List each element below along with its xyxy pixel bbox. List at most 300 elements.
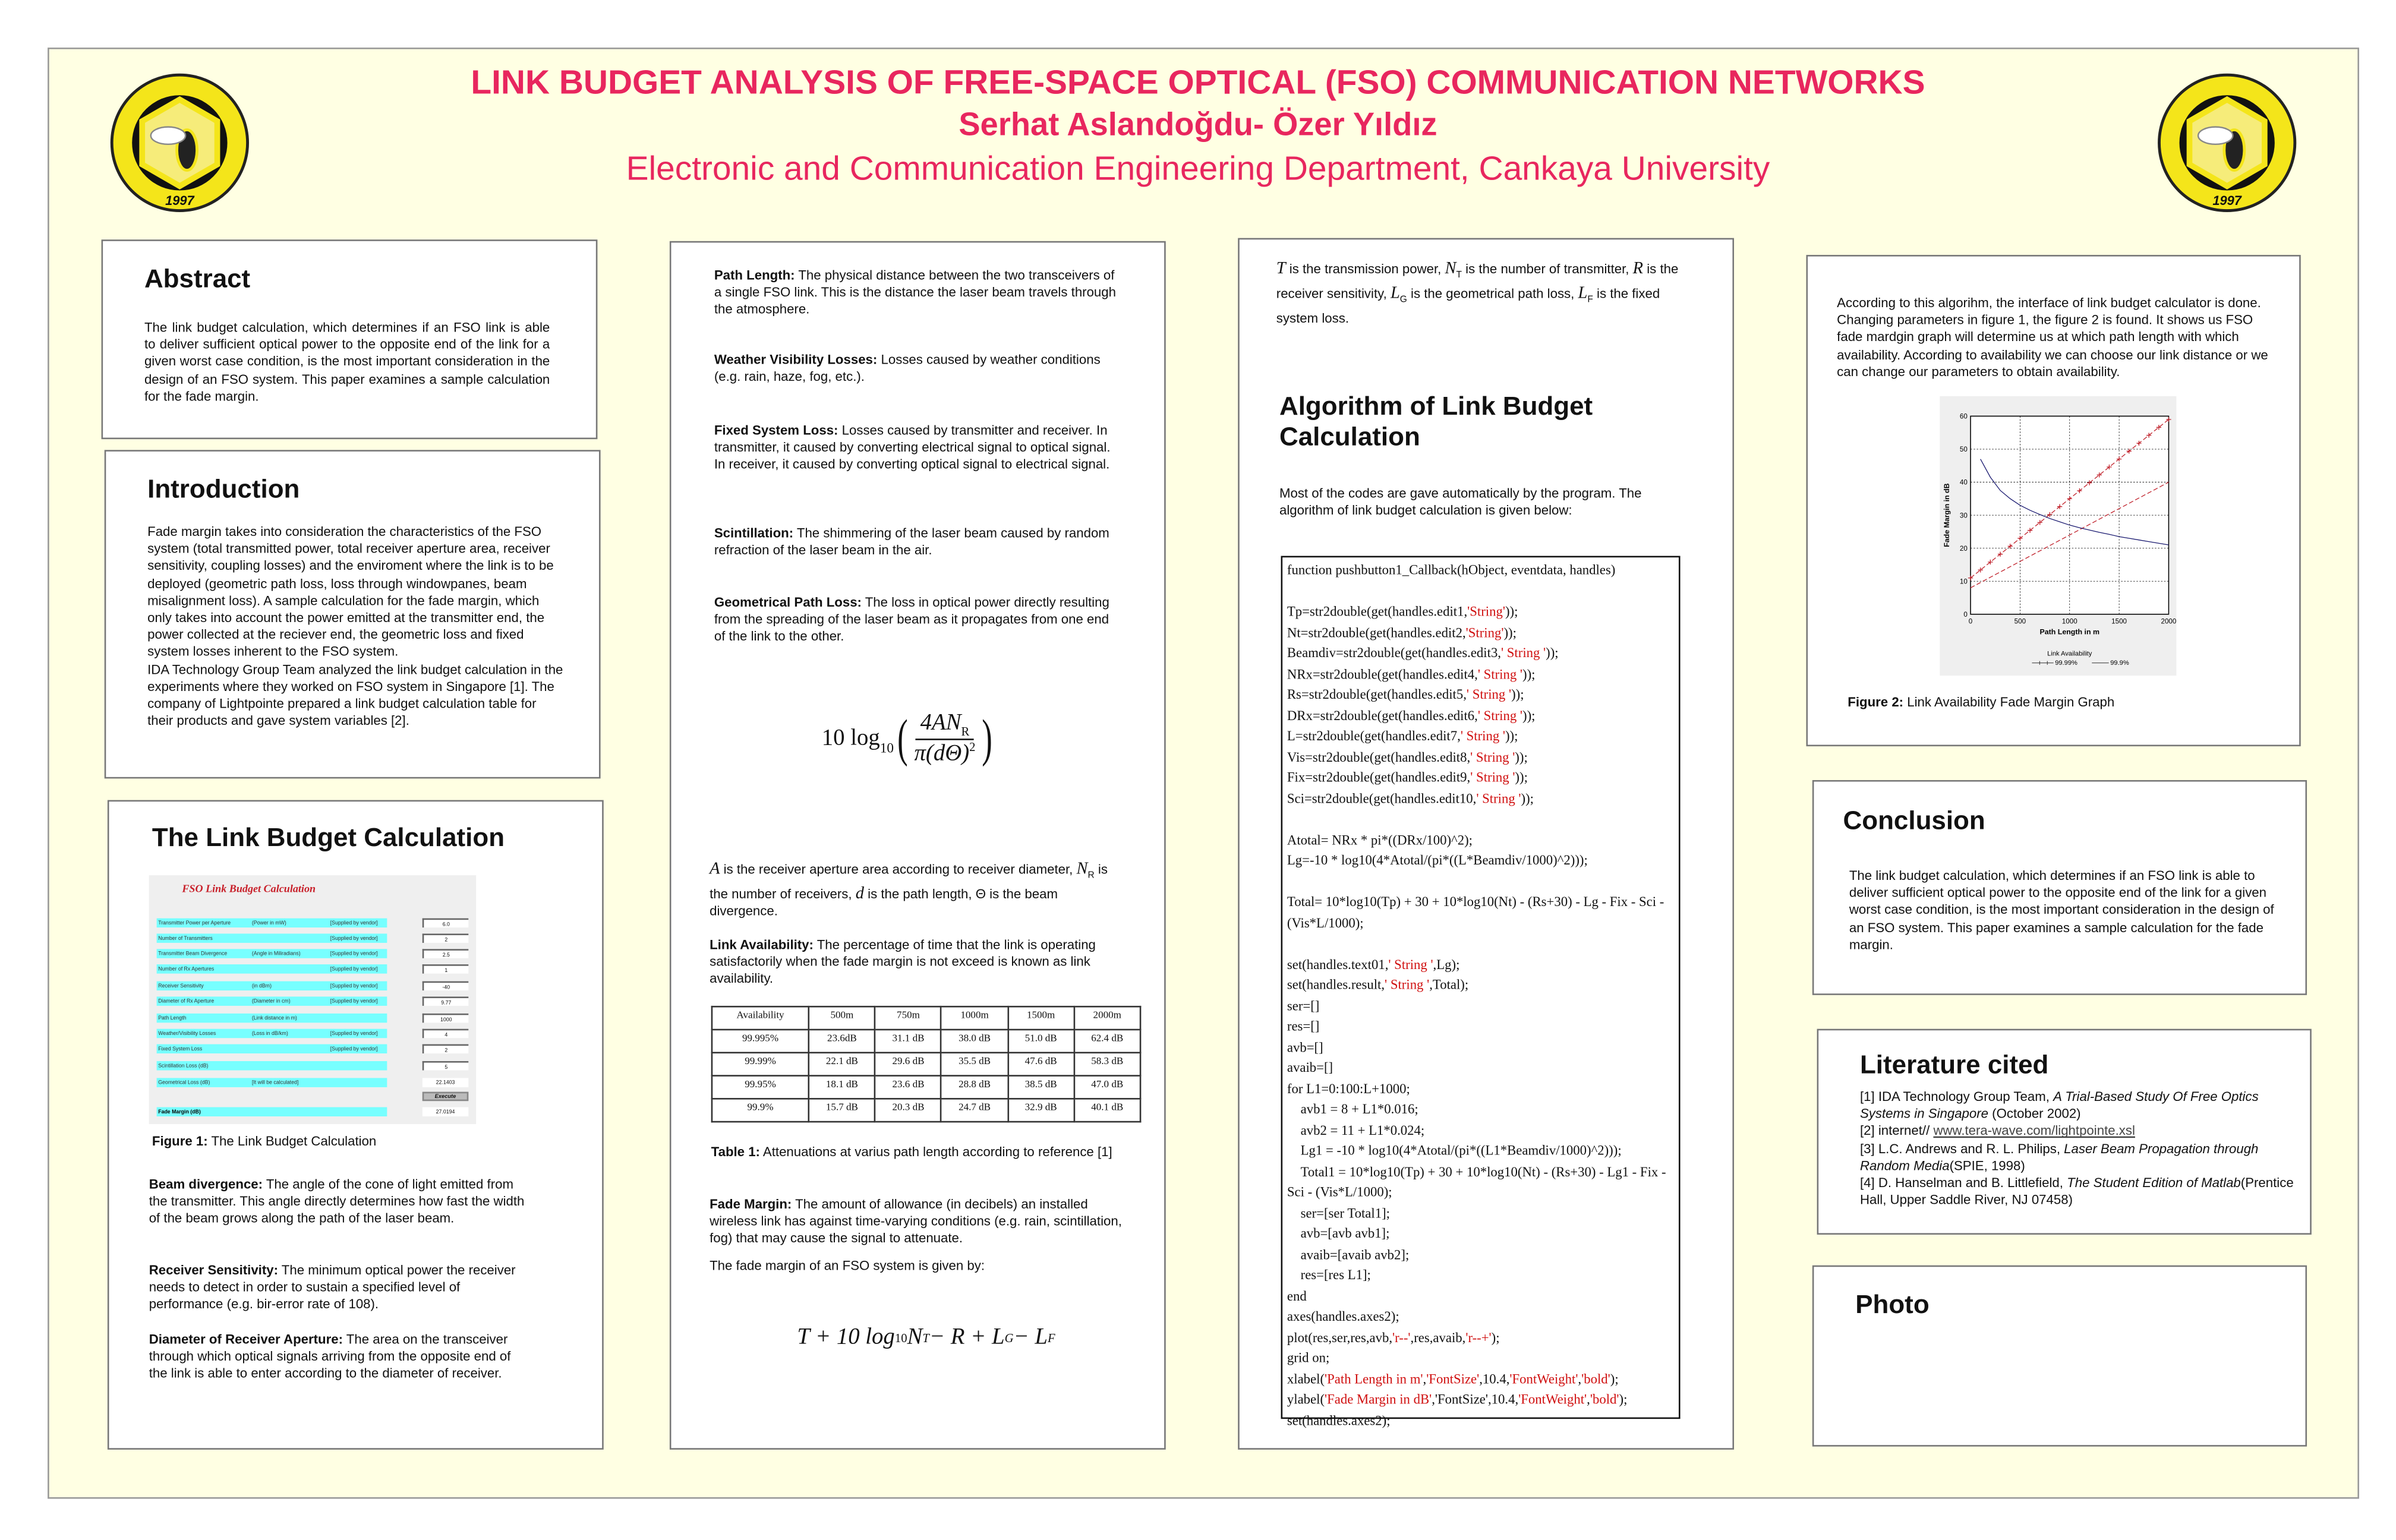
- code-line: [1287, 1327, 1674, 1348]
- calculator-row-label: Receiver Sensitivity: [158, 983, 204, 989]
- code-line: [1287, 851, 1674, 872]
- calculator-row-note: [Supplied by vendor]: [330, 920, 378, 926]
- variables-description: [1276, 261, 1694, 327]
- calculator-input[interactable]: 1000: [423, 1014, 469, 1023]
- code-text: ));: [1521, 790, 1534, 806]
- ref-text: (Prentice Hall, Upper Saddle River, NJ 07458): [1859, 1175, 2294, 1208]
- code-line: [1287, 727, 1674, 747]
- code-text: ser=[ser Total1];: [1287, 1204, 1390, 1220]
- caption-label: Figure 2:: [1848, 694, 1904, 710]
- text: is the number of transmitter,: [1462, 261, 1633, 277]
- calculator-row: [157, 933, 387, 943]
- code-text: Nt=str2double(get(handles.edit2,: [1287, 624, 1466, 640]
- formula-text: T + 10 log: [797, 1325, 895, 1350]
- code-text: ,Total);: [1429, 976, 1469, 992]
- calculator-row-note: [Supplied by vendor]: [330, 950, 378, 957]
- code-string: 'FontSize': [1426, 1370, 1480, 1386]
- calculator-input[interactable]: 4: [423, 1029, 469, 1039]
- svg-text:1997: 1997: [2212, 192, 2241, 208]
- y-tick-label: 0: [1963, 610, 1968, 618]
- code-string: ' String ': [1470, 769, 1515, 785]
- definition-text: The physical distance between the two transceivers of a single FSO link. This is the distance the laser beam travels through the atmosphere.: [714, 267, 1116, 317]
- code-line: [1287, 623, 1674, 643]
- code-text: Fix=str2double(get(handles.edit9,: [1287, 769, 1471, 785]
- var: R: [1632, 259, 1644, 278]
- text: is the transmission power,: [1285, 261, 1445, 277]
- table-cell: 23.6dB: [809, 1030, 875, 1053]
- x-tick-label: 1500: [2111, 617, 2127, 626]
- y-tick-label: 10: [1959, 578, 1968, 586]
- calculator-row-label: Number of Transmitters: [158, 935, 213, 942]
- code-line: [1287, 747, 1674, 768]
- y-tick-label: 50: [1959, 446, 1968, 454]
- code-text: ,Lg);: [1433, 955, 1460, 971]
- formula-sub: 10: [879, 740, 894, 756]
- var: N: [1445, 259, 1456, 278]
- formula-text: − R + L: [929, 1325, 1005, 1350]
- table-cell: 35.5 dB: [941, 1053, 1008, 1076]
- y-tick-label: 40: [1959, 478, 1968, 487]
- link-budget-heading: The Link Budget Calculation: [152, 823, 505, 853]
- table-cell: 23.6 dB: [875, 1076, 942, 1099]
- definition: [714, 525, 1121, 560]
- text: is the beam divergence.: [710, 886, 1058, 919]
- calculator-row-label: Scintillation Loss (dB): [158, 1062, 209, 1069]
- code-text: ,res,avaib,: [1410, 1328, 1466, 1345]
- numerator: 4AN: [920, 711, 961, 736]
- code-line: [1287, 1224, 1674, 1245]
- code-text: ,: [1578, 1370, 1582, 1386]
- code-text: Lg=-10 * log10(4*Atotal/(pi*((L*Beamdiv/1000)^2)));: [1287, 852, 1588, 868]
- conclusion-panel: [1812, 780, 2307, 995]
- term: Link Availability:: [710, 936, 814, 952]
- reference-1: [1860, 1088, 2298, 1123]
- definition-text: The minimum optical power the receiver needs to detect in order to sustain a specified level of performance (e.g. bir-error rate of 108).: [149, 1262, 516, 1312]
- department: Electronic and Communication Engineering Department, Cankaya University: [626, 149, 1770, 188]
- code-text: avb=[]: [1287, 1039, 1323, 1055]
- table-cell: 32.9 dB: [1008, 1099, 1074, 1122]
- table-cell: 38.0 dB: [941, 1030, 1008, 1053]
- photo-heading: Photo: [1855, 1290, 1930, 1320]
- caption-text: Link Availability Fade Margin Graph: [1903, 694, 2115, 710]
- calculator-input[interactable]: 6.0: [423, 919, 469, 928]
- caption-label: Table 1:: [711, 1144, 760, 1160]
- definition-text: The amount of allowance (in decibels) an installed wireless link has against time-varying conditions (e.g. rain, scintillation, fog) that may cause the signal to attenuate.: [710, 1196, 1122, 1246]
- code-text: end: [1287, 1287, 1307, 1304]
- formula-sub: F: [1047, 1331, 1055, 1346]
- code-string: 'bold': [1581, 1370, 1610, 1386]
- fade-margin-value: 27.0194: [423, 1107, 469, 1116]
- code-string: ' String ': [1477, 707, 1523, 723]
- code-text: set(handles.axes2);: [1287, 1412, 1391, 1428]
- y-tick-label: 30: [1959, 512, 1968, 520]
- code-string: ' String ': [1466, 686, 1512, 702]
- code-text: grid on;: [1287, 1349, 1330, 1365]
- code-line: [1287, 1410, 1674, 1431]
- x-tick-label: 500: [2014, 617, 2026, 626]
- code-line: [1287, 1017, 1674, 1037]
- calculator-row-note: [Supplied by vendor]: [330, 1030, 378, 1037]
- conclusion-heading: Conclusion: [1843, 806, 1985, 836]
- literature-panel: [1817, 1029, 2312, 1235]
- text: is the path length,: [863, 886, 976, 901]
- calculator-row: [157, 964, 387, 974]
- code-string: ' String ': [1501, 645, 1546, 661]
- code-line: [1287, 1307, 1674, 1327]
- table-header-row: [712, 1006, 1140, 1030]
- calculator-row: [157, 1044, 387, 1054]
- code-text: ,'FontSize',10.4,: [1432, 1391, 1519, 1407]
- text: is the fixed system loss.: [1276, 285, 1660, 326]
- calculator-row: [157, 1078, 387, 1087]
- text: is the receiver sensitivity,: [1276, 261, 1679, 301]
- code-line: [1287, 1286, 1674, 1307]
- calculator-row: [157, 982, 387, 991]
- definition-text: The area on the transceiver through which optical signals arriving from the opposite end of the link is able to enter according to the diameter of receiver.: [149, 1331, 511, 1381]
- definition: [714, 267, 1121, 319]
- code-text: avb1 = 8 + L1*0.016;: [1287, 1101, 1418, 1117]
- calculator-row-note: [Supplied by vendor]: [330, 998, 378, 1005]
- code-line: [1287, 830, 1674, 851]
- code-line: [1287, 685, 1674, 706]
- code-line: [1287, 1141, 1674, 1162]
- code-text: ));: [1511, 686, 1524, 702]
- legend-label: 99.99%: [2055, 659, 2077, 667]
- code-line: [1287, 768, 1674, 788]
- code-string: 'FontWeight': [1518, 1391, 1587, 1407]
- table-cell: 20.3 dB: [875, 1099, 942, 1122]
- table-cell: 18.1 dB: [809, 1076, 875, 1099]
- variables-description: [710, 861, 1124, 920]
- table-cell: 58.3 dB: [1074, 1053, 1140, 1076]
- calculator-input[interactable]: 2.5: [423, 949, 469, 958]
- var: L: [1578, 283, 1588, 302]
- code-text: avb2 = 11 + L1*0.024;: [1287, 1122, 1425, 1137]
- ref-title: A Trial-Based Study Of Free Optics Systems in Singapore: [1859, 1088, 2259, 1122]
- code-string: 'bold': [1590, 1391, 1619, 1407]
- calculator-row-label: Diameter of Rx Aperture: [158, 998, 215, 1005]
- code-string: ' String ': [1470, 748, 1515, 764]
- text: is the receiver aperture area according to receiver diameter,: [720, 861, 1077, 877]
- column-header: 1000m: [941, 1006, 1008, 1030]
- ref-text: [4] D. Hanselman and B. Littlefield,: [1859, 1175, 2067, 1191]
- calculator-row-label: Transmitter Power per Aperture: [158, 920, 231, 926]
- code-text: ));: [1522, 707, 1536, 723]
- definition: [149, 1331, 525, 1383]
- table-cell: 47.0 dB: [1074, 1076, 1140, 1099]
- code-line: [1287, 933, 1674, 954]
- code-text: Total1 = 10*log10(Tp) + 30 + 10*log10(Nt) - (Rs+30) - Lg1 - Fix - Sci - (Vis*L/1000);: [1287, 1163, 1670, 1200]
- legend-label: 99.9%: [2110, 659, 2129, 667]
- calculator-row-unit: (Link distance in m): [251, 1015, 297, 1021]
- code-string: 'r--+': [1465, 1328, 1492, 1345]
- photo-panel: [1812, 1266, 2307, 1447]
- code-text: function pushbutton1_Callback(hObject, eventdata, handles): [1287, 561, 1616, 578]
- term: Receiver Sensitivity:: [149, 1262, 279, 1278]
- literature-heading: Literature cited: [1859, 1050, 2049, 1080]
- table-cell: 99.95%: [712, 1076, 809, 1099]
- poster-title: LINK BUDGET ANALYSIS OF FREE-SPACE OPTICAL (FSO) COMMUNICATION NETWORKS: [471, 62, 1925, 102]
- calculator-row-label: Fixed System Loss: [158, 1046, 203, 1052]
- code-text: xlabel(: [1287, 1370, 1325, 1386]
- calculator-row-label: Number of Rx Apertures: [158, 965, 215, 973]
- sub: F: [1587, 295, 1593, 305]
- table-cell: 62.4 dB: [1074, 1030, 1140, 1053]
- calculator-input[interactable]: 9.77: [423, 996, 469, 1006]
- term: Diameter of Receiver Aperture:: [149, 1331, 343, 1347]
- calculator-row-note: [Supplied by vendor]: [330, 935, 378, 942]
- sub: T: [1456, 271, 1462, 281]
- attenuation-table: [711, 1006, 1142, 1122]
- legend-title: Link Availability: [2047, 650, 2092, 658]
- code-line: [1287, 1120, 1674, 1141]
- sub: R: [1087, 872, 1095, 881]
- definition-text: Losses caused by transmitter and receiver. In transmitter, it caused by converting electrical signal to optical signal. In receiver, it caused by converting optical signal to electrical signal.: [714, 422, 1111, 472]
- code-text: Vis=str2double(get(handles.edit8,: [1287, 748, 1471, 764]
- calculator-row-unit: (Angle in Miliradians): [251, 950, 301, 957]
- ref-text: [2] internet//: [1859, 1123, 1934, 1139]
- x-tick-label: 0: [1968, 617, 1973, 626]
- code-string: ' String ': [1477, 665, 1523, 681]
- calculator-row-note: [Supplied by vendor]: [330, 965, 378, 973]
- code-text: res=[]: [1287, 1018, 1320, 1034]
- abstract-heading: Abstract: [144, 264, 251, 294]
- code-text: L=str2double(get(handles.edit7,: [1287, 728, 1461, 743]
- code-string: 'Path Length in m': [1325, 1370, 1423, 1386]
- code-line: [1287, 1348, 1674, 1369]
- fade-margin-intro: The fade margin of an FSO system is given by:: [710, 1257, 985, 1273]
- text: is the geometrical path loss,: [1407, 285, 1578, 301]
- ref-text: (SPIE, 1998): [1949, 1157, 2025, 1173]
- denominator-sup: 2: [969, 740, 976, 755]
- code-text: plot(res,ser,res,avb,: [1287, 1328, 1393, 1345]
- code-text: ));: [1503, 624, 1517, 640]
- code-text: ylabel(: [1287, 1391, 1325, 1407]
- definition-text: Losses caused by weather conditions (e.g. rain, haze, fog, etc.).: [714, 351, 1101, 384]
- var: L: [1390, 283, 1400, 302]
- table-cell: 47.6 dB: [1008, 1053, 1074, 1076]
- code-line: [1287, 975, 1674, 996]
- introduction-paragraph: Fade margin takes into consideration the characteristics of the FSO system (total transmitted power, total receiver aperture area, receiver sensitivity, coupling losses) and the enviroment where the link is to be deployed (geometric path loss, loss through windowpanes, beam misalignment loss). A sample calculation for the fade margin, which only takes into account the power emitted at the transmitter end, the power collected at the reciever end, the geometric loss and fixed system losses inherent to the FSO system.: [147, 523, 554, 659]
- ref-title: The Student Edition of Matlab: [2067, 1175, 2241, 1191]
- calculator-input[interactable]: 2: [423, 933, 469, 943]
- table-cell: 51.0 dB: [1008, 1030, 1074, 1053]
- x-tick-label: 1000: [2061, 617, 2077, 626]
- term: Fixed System Loss:: [714, 422, 838, 438]
- reference-list: [1860, 1088, 2298, 1209]
- table-cell: 28.8 dB: [941, 1076, 1008, 1099]
- sub: G: [1399, 295, 1407, 305]
- term: Scintillation:: [714, 525, 794, 541]
- abstract-text: The link budget calculation, which determines if an FSO link is able to deliver sufficient optical power to the opposite end of the link for a given worst case condition, is the most important consideration in the design of an FSO system. This paper examines a sample calculation for the fade margin.: [144, 319, 550, 404]
- caption-text: Attenuations at varius path length according to reference [1]: [759, 1144, 1112, 1160]
- fraction: [914, 711, 975, 768]
- code-line: [1287, 1266, 1674, 1286]
- formula-sub: 10: [894, 1331, 907, 1346]
- definition-text: The shimmering of the laser beam caused by random refraction of the laser beam in the air.: [714, 525, 1109, 558]
- code-line: [1287, 1058, 1674, 1079]
- table-row: [712, 1030, 1140, 1053]
- matlab-code-block: [1281, 556, 1681, 1428]
- var: Θ: [975, 886, 986, 901]
- calculator-row-label: Geometrical Loss (dB): [158, 1079, 210, 1086]
- code-line: [1287, 954, 1674, 975]
- definition-text: The percentage of time that the link is operating satisfactorily when the fade margin is not exceed is known as link availability.: [710, 936, 1096, 987]
- introduction-panel: [105, 450, 601, 778]
- fade-margin-label: Fade Margin (dB): [158, 1109, 201, 1115]
- term: Beam divergence:: [149, 1176, 263, 1192]
- authors: Serhat Aslandoğdu- Özer Yıldız: [959, 107, 1437, 143]
- table-cell: 24.7 dB: [941, 1099, 1008, 1122]
- code-string: ' String ': [1385, 976, 1430, 992]
- code-text: Tp=str2double(get(handles.edit1,: [1287, 603, 1468, 619]
- algorithm-intro: Most of the codes are gave automatically by the program. The algorithm of link budget calculation is given below:: [1279, 485, 1642, 518]
- code-line: [1287, 892, 1674, 934]
- definition: [710, 937, 1132, 989]
- definition: [714, 352, 1121, 386]
- algorithm-heading: Algorithm of Link Budget Calculation: [1279, 392, 1593, 452]
- code-text: Sci=str2double(get(handles.edit10,: [1287, 790, 1477, 806]
- code-string: 'FontWeight': [1509, 1370, 1578, 1386]
- table-row: [712, 1053, 1140, 1076]
- calculator-row-note: [Supplied by vendor]: [330, 983, 378, 989]
- calculator-row: [157, 1029, 387, 1039]
- calculator-row: [157, 919, 387, 928]
- text: is the number of receivers,: [710, 861, 1108, 901]
- code-text: avaib=[avaib avb2];: [1287, 1246, 1410, 1262]
- code-text: set(handles.result,: [1287, 976, 1385, 992]
- code-text: Beamdiv=str2double(get(handles.edit3,: [1287, 645, 1502, 661]
- formula-sub: T: [922, 1331, 929, 1346]
- right-paren: ): [982, 710, 993, 768]
- column-2-panel: [670, 241, 1166, 1450]
- code-text: Total= 10*log10(Tp) + 30 + 10*log10(Nt) - (Rs+30) - Lg - Fix - Sci - (Vis*L/1000);: [1287, 894, 1668, 930]
- figure-1-caption: [152, 1133, 376, 1150]
- geometric-loss-formula: [822, 711, 996, 768]
- caption-text: The Link Budget Calculation: [207, 1133, 377, 1149]
- fade-margin-formula: [797, 1326, 1055, 1352]
- term: Fade Margin:: [710, 1196, 792, 1212]
- calculator-input[interactable]: 5: [423, 1061, 469, 1071]
- code-line: [1287, 581, 1674, 602]
- abstract-panel: [102, 239, 598, 439]
- column-header: Availability: [712, 1006, 809, 1030]
- code-text: Atotal= NRx * pi*((DRx/100)^2);: [1287, 831, 1473, 847]
- definition-text: The loss in optical power directly resulting from the spreading of the laser beam as it propagates from one end of the link to the other.: [714, 594, 1109, 644]
- code-text: avb=[avb avb1];: [1287, 1225, 1390, 1241]
- code-text: ));: [1505, 603, 1518, 619]
- calculator-row-unit: (in dBm): [251, 983, 272, 989]
- code-text: );: [1491, 1328, 1500, 1345]
- code-text: axes(handles.axes2);: [1287, 1308, 1399, 1324]
- code-line: [1287, 872, 1674, 892]
- calculator-row-unit: (Diameter in cm): [251, 998, 291, 1005]
- reference-link[interactable]: www.tera-wave.com/lightpointe.xsl: [1933, 1123, 2135, 1139]
- table-cell: 22.1 dB: [809, 1053, 875, 1076]
- code-line: [1287, 809, 1674, 830]
- figure-2-panel: [1806, 255, 2300, 746]
- var: d: [855, 884, 864, 903]
- table-cell: 38.5 dB: [1008, 1076, 1074, 1099]
- reference-2: [1860, 1123, 2298, 1140]
- code-line: [1287, 1162, 1674, 1203]
- figure-2-caption: [1848, 694, 2114, 711]
- formula-text: N: [907, 1325, 923, 1350]
- calculator-row-note: [Supplied by vendor]: [330, 1046, 378, 1052]
- code-string: 'String': [1465, 624, 1504, 640]
- formula-sub: G: [1004, 1331, 1014, 1346]
- numerator-sub: R: [961, 724, 970, 739]
- code-text: Lg1 = -10 * log10(4*Atotal/(pi*((L1*Beamdiv/1000)^2)));: [1287, 1142, 1622, 1158]
- reference-4: [1860, 1175, 2298, 1209]
- code-line: [1287, 1245, 1674, 1266]
- column-3-panel: [1238, 238, 1734, 1450]
- code-line: [1287, 1203, 1674, 1224]
- y-tick-label: 20: [1959, 544, 1968, 553]
- table-cell: 29.6 dB: [875, 1053, 942, 1076]
- calculator-row-label: Transmitter Beam Divergence: [158, 950, 228, 957]
- calculator-input[interactable]: 2: [423, 1044, 469, 1054]
- var: N: [1076, 860, 1088, 879]
- definition: [710, 1196, 1132, 1248]
- table-cell: 31.1 dB: [875, 1030, 942, 1053]
- code-line: [1287, 1369, 1674, 1390]
- formula-text: 10 log: [821, 726, 880, 751]
- fade-margin-row: [157, 1107, 387, 1116]
- code-line: [1287, 664, 1674, 685]
- calculator-row: [157, 1061, 387, 1071]
- reference-3: [1860, 1140, 2298, 1175]
- execute-button[interactable]: Execute: [423, 1092, 469, 1102]
- fade-margin-chart: [1940, 396, 2176, 676]
- table-cell: 99.995%: [712, 1030, 809, 1053]
- calculator-input[interactable]: -40: [423, 982, 469, 991]
- y-axis-label: Fade Margin in dB: [1942, 483, 1951, 547]
- code-text: );: [1619, 1391, 1628, 1407]
- definition: [149, 1176, 525, 1228]
- y-tick-label: 60: [1959, 412, 1968, 421]
- conclusion-text: The link budget calculation, which determines if an FSO link is able to deliver sufficient optical power to the opposite end of the link for a given worst case condition, is the most important consideration in the design of an FSO system. This paper examines a sample calculation for the fade margin.: [1849, 867, 2274, 952]
- calculator-row-label: Weather/Visibility Losses: [158, 1030, 216, 1037]
- table-1-caption: [711, 1144, 1142, 1162]
- introduction-paragraph: IDA Technology Group Team analyzed the link budget calculation in the experiments where they worked on FSO system in Singapore [1]. The company of Lightpointe prepared a link budget calculation table for their products and gave system variables [2].: [147, 661, 563, 728]
- x-axis-label: Path Length in m: [2039, 627, 2099, 636]
- code-line: [1287, 643, 1674, 664]
- code-string: 'Fade Margin in dB': [1325, 1391, 1432, 1407]
- code-text: DRx=str2double(get(handles.edit6,: [1287, 707, 1478, 723]
- code-text: ));: [1515, 748, 1528, 764]
- column-header: 500m: [809, 1006, 875, 1030]
- code-text: ,: [1423, 1370, 1427, 1386]
- code-line: [1287, 706, 1674, 727]
- code-string: 'String': [1467, 603, 1505, 619]
- var: T: [1276, 259, 1286, 278]
- denominator: π(dΘ): [914, 741, 970, 766]
- link-budget-panel: [108, 800, 604, 1450]
- introduction-heading: Introduction: [147, 474, 300, 504]
- code-text: Rs=str2double(get(handles.edit5,: [1287, 686, 1467, 702]
- code-string: 'r--': [1392, 1328, 1411, 1345]
- figure-2-description: According to this algorihm, the interface of link budget calculator is done. Changing parameters in figure 1, the figure 2 is found. It shows us FSO fade mardgin graph will determine us at which path length with which availability. According to availability we can choose our link distance or we can change our parameters to obtain availability.: [1837, 295, 2268, 379]
- code-string: ' String ': [1476, 790, 1521, 806]
- table-cell: 15.7 dB: [809, 1099, 875, 1122]
- calculator-row-label: Path Length: [158, 1015, 187, 1021]
- code-line: [1287, 560, 1674, 581]
- code-text: res=[res L1];: [1287, 1267, 1371, 1283]
- code-line: [1287, 602, 1674, 623]
- calculator-input[interactable]: 1: [423, 964, 469, 974]
- code-text: ));: [1546, 645, 1559, 661]
